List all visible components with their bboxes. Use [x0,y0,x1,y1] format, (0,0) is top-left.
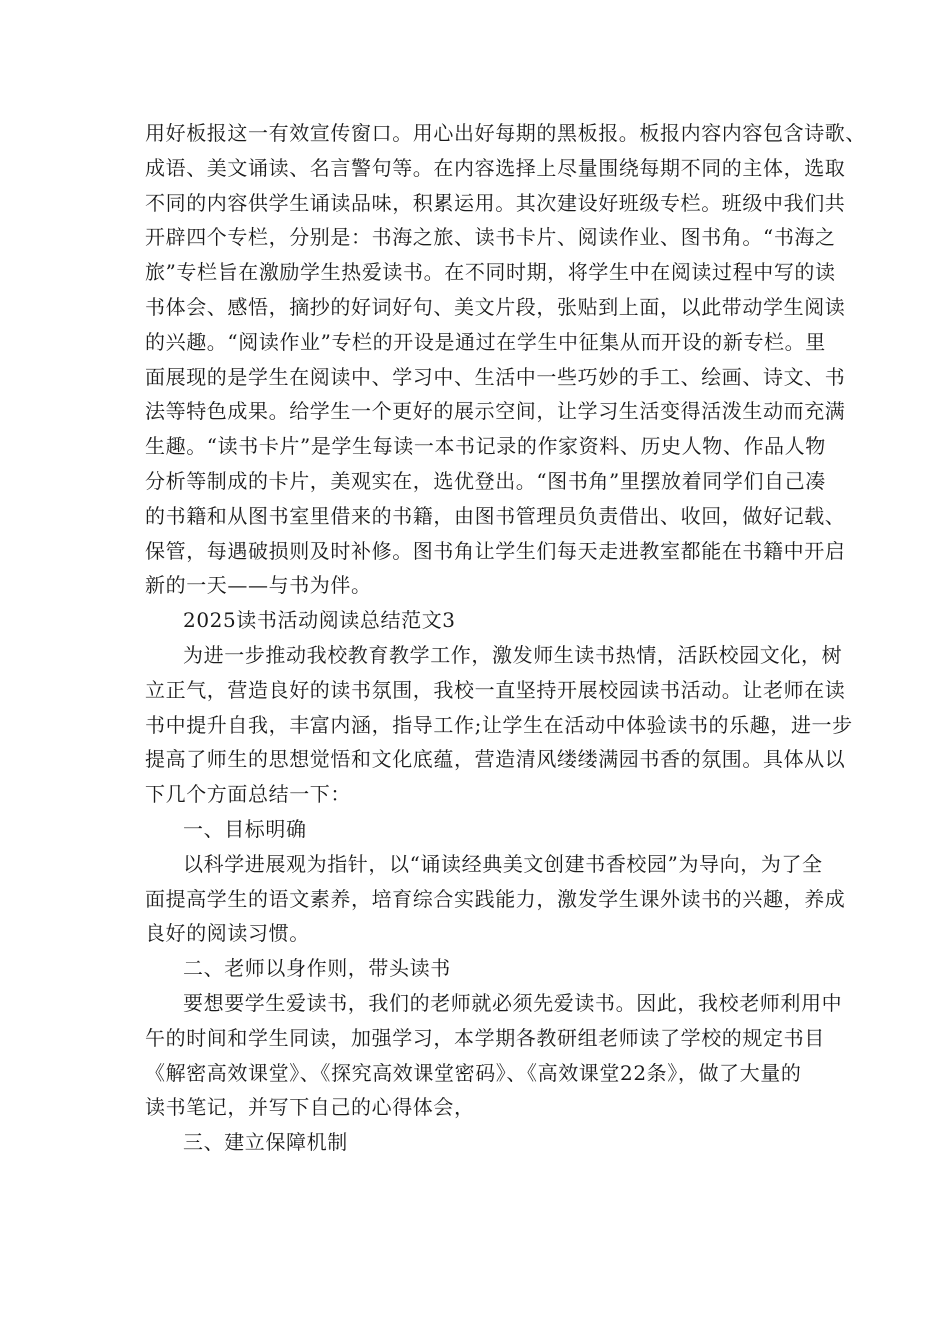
text-line: 良好的阅读习惯。 [145,921,310,946]
text-line: 立正气，营造良好的读书氛围，我校一直坚持开展校园读书活动。让老师在读 [145,677,846,702]
text-line: 2025读书活动阅读总结范文3 [183,608,456,633]
text-line: 《解密高效课堂》、《探究高效课堂密码》、《高效课堂22条》，做了大量的 [145,1060,802,1085]
text-line: 面展现的是学生在阅读中、学习中、生活中一些巧妙的手工、绘画、诗文、书 [145,364,846,389]
text-line: 书体会、感悟，摘抄的好词好句、美文片段，张贴到上面，以此带动学生阅读 [145,294,846,319]
text-line: 为进一步推动我校教育教学工作，激发师生读书热情，活跃校园文化，树 [183,642,843,667]
text-line: 一、目标明确 [183,816,307,841]
document-body [145,116,866,1160]
text-line: 保管，每遇破损则及时补修。图书角让学生们每天走进教室都能在书籍中开启 [145,538,846,563]
text-line: 旅”专栏旨在激励学生热爱读书。在不同时期，将学生中在阅读过程中写的读 [145,260,836,285]
text-line: 三、建立保障机制 [183,1130,348,1155]
text-line: 法等特色成果。给学生一个更好的展示空间，让学习生活变得活泼生动而充满 [145,399,846,424]
text-line: 的书籍和从图书室里借来的书籍，由图书管理员负责借出、收回，做好记载、 [145,503,846,528]
text-line: 提高了师生的思想觉悟和文化底蕴，营造清风缕缕满园书香的氛围。具体从以 [145,747,846,772]
text-line: 书中提升自我，丰富内涵，指导工作;让学生在活动中体验读书的乐趣，进一步 [145,712,853,737]
text-line: 面提高学生的语文素养，培育综合实践能力，激发学生课外读书的兴趣，养成 [145,886,846,911]
text-line: 以科学进展观为指针，以“诵读经典美文创建书香校园”为导向，为了全 [183,851,823,876]
text-line: 读书笔记，并写下自己的心得体会， [145,1095,475,1120]
text-line: 午的时间和学生同读，加强学习，本学期各教研组老师读了学校的规定书目 [145,1025,825,1050]
text-line: 下几个方面总结一下： [145,782,351,807]
text-line: 分析等制成的卡片，美观实在，选优登出。“图书角”里摆放着同学们自己凑 [145,468,826,493]
text-line: 新的一天——与书为伴。 [145,573,372,598]
text-line: 要想要学生爱读书，我们的老师就必须先爱读书。因此，我校老师利用中 [183,990,843,1015]
text-line: 的兴趣。“阅读作业”专栏的开设是通过在学生中征集从而开设的新专栏。里 [145,329,826,354]
text-line: 开辟四个专栏，分别是：书海之旅、读书卡片、阅读作业、图书角。“书海之 [145,225,836,250]
text-line: 生趣。“读书卡片”是学生每读一本书记录的作家资料、历史人物、作品人物 [145,434,826,459]
text-line: 成语、美文诵读、名言警句等。在内容选择上尽量围绕每期不同的主体，选取 [145,155,846,180]
text-line: 用好板报这一有效宣传窗口。用心出好每期的黑板报。板报内容内容包含诗歌、 [145,121,866,145]
text-line: 二、老师以身作则，带头读书 [183,956,451,981]
text-line: 不同的内容供学生诵读品味，积累运用。其次建设好班级专栏。班级中我们共 [145,190,846,215]
